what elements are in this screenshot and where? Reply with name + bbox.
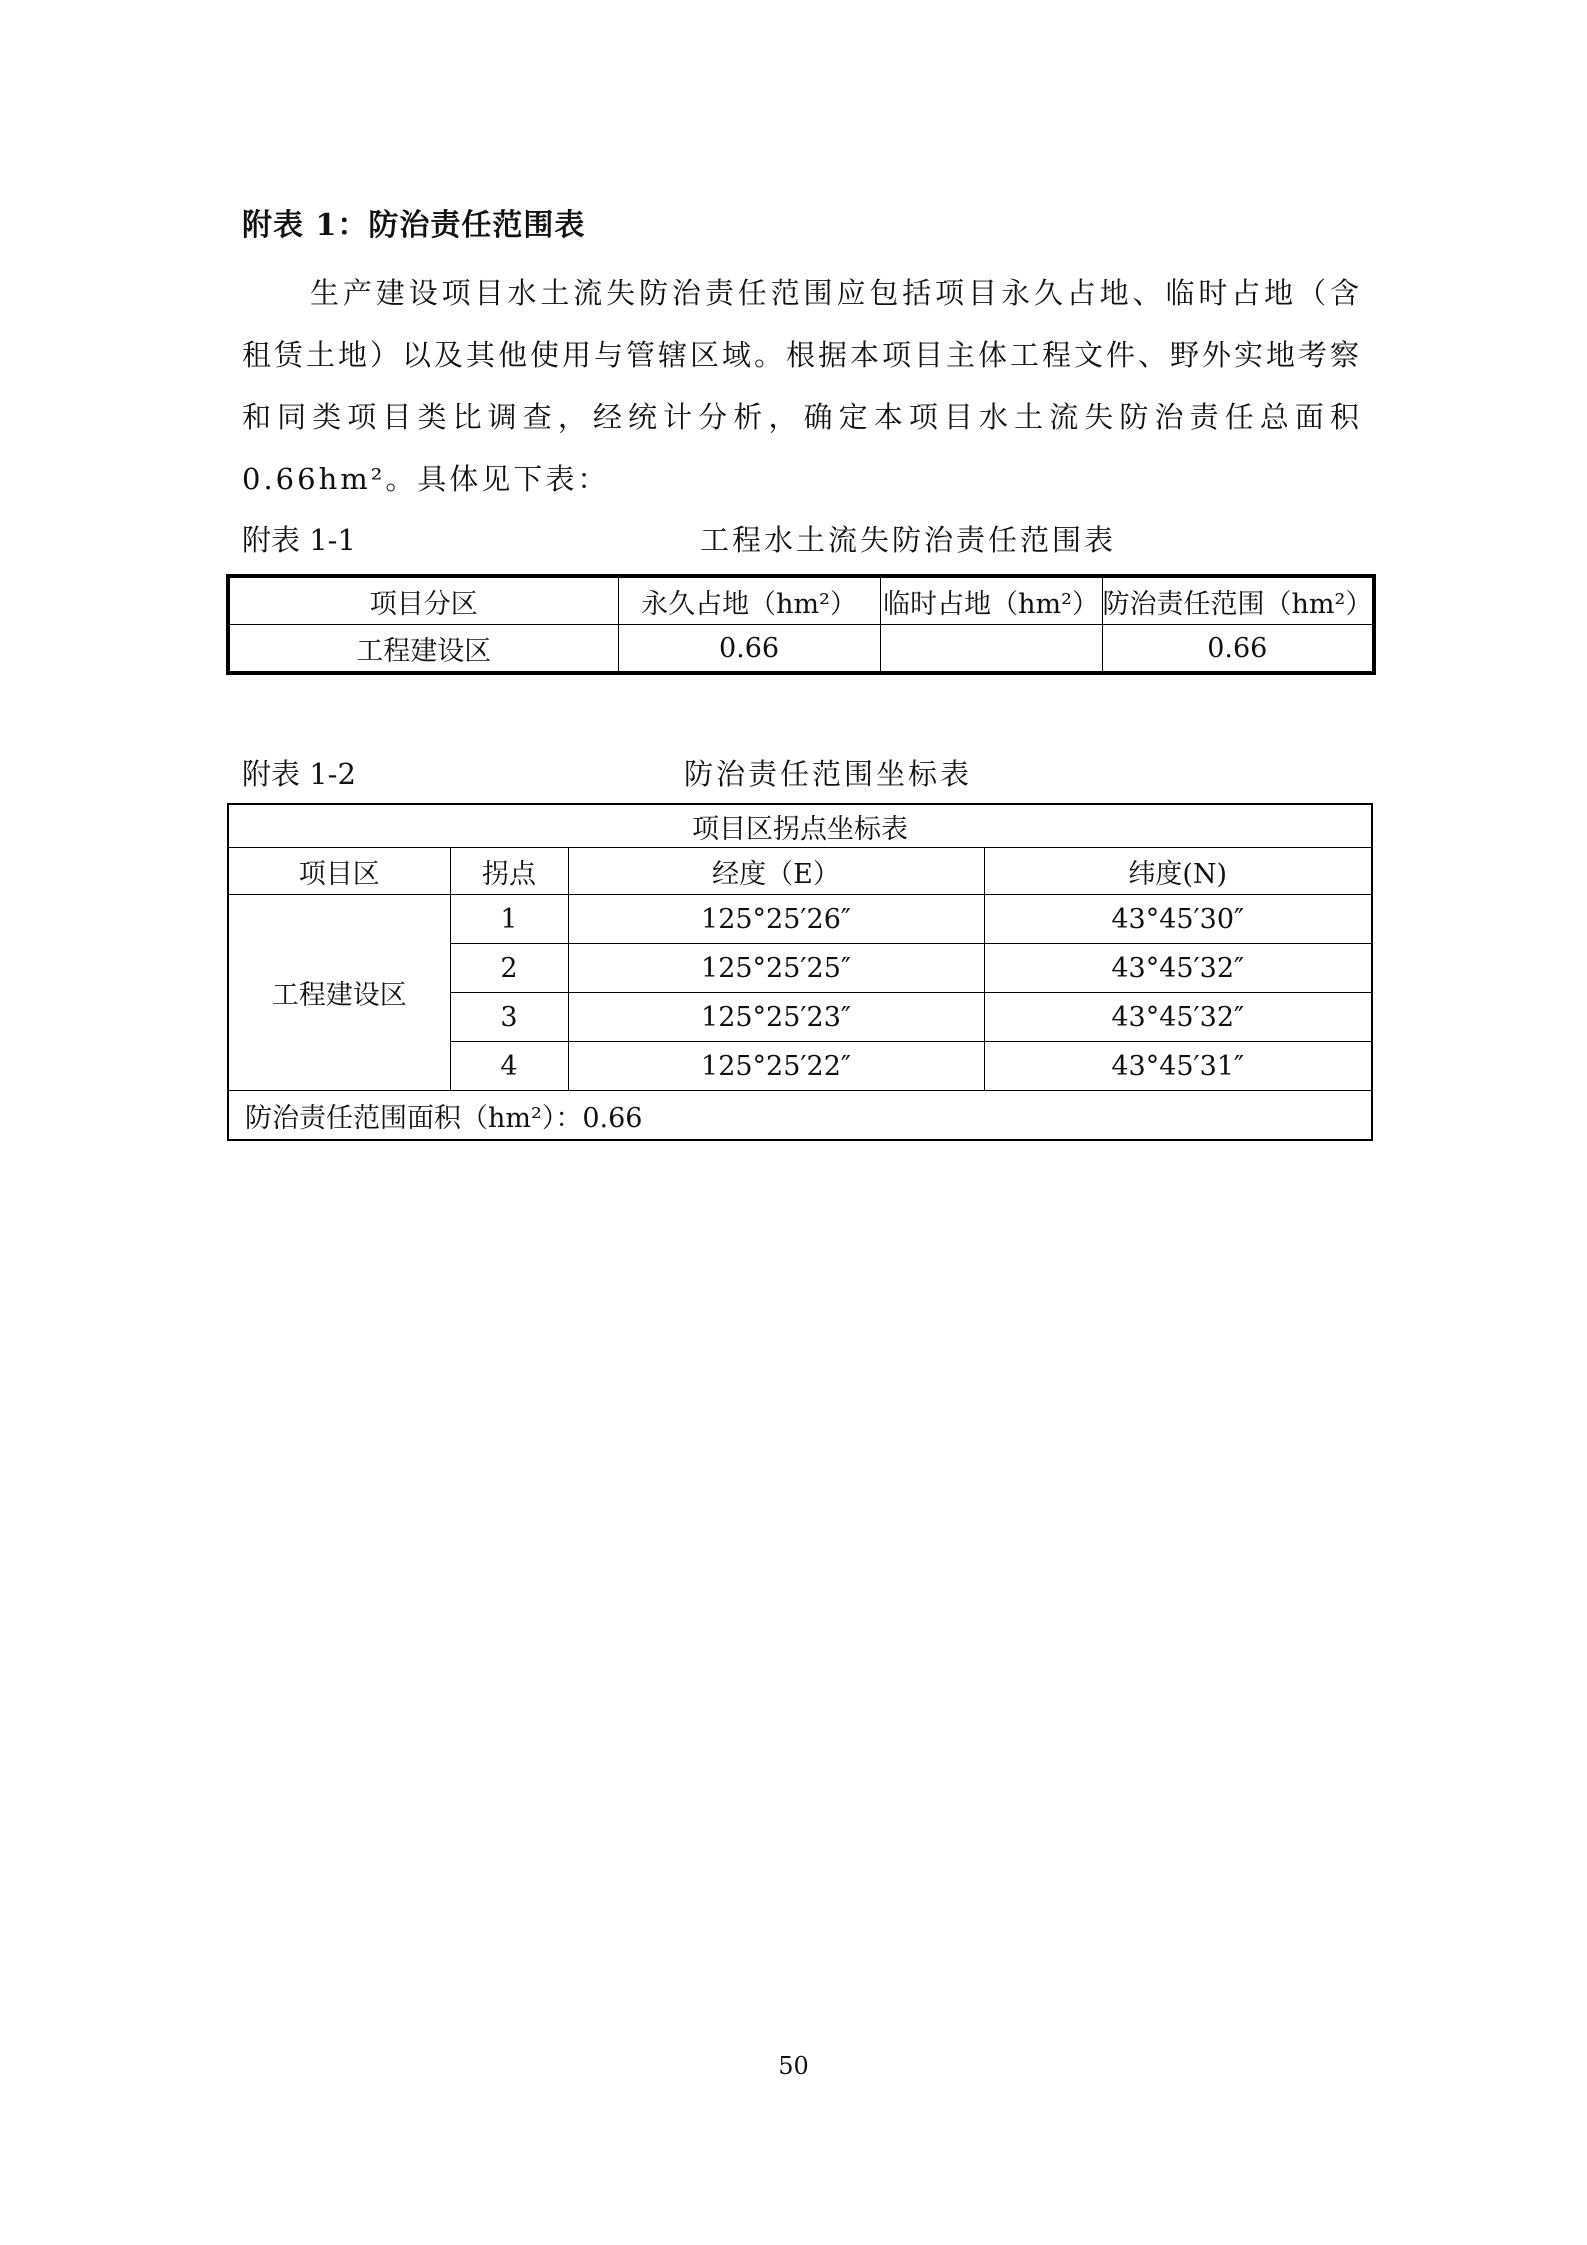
header-cell: 项目分区: [228, 576, 618, 625]
table1-caption-id: 附表 1-1: [242, 523, 356, 557]
body-paragraph: 生产建设项目水土流失防治责任范围应包括项目永久占地、临时占地（含租赁土地）以及其他使用与管辖区域。根据本项目主体工程文件、野外实地考察和同类项目类比调查，经统计分析，确定本项目水土流失防治责任总面积 0.66hm²。具体见下表：: [242, 276, 1363, 496]
table-cell: 0.66: [618, 625, 880, 674]
table-title-row: [228, 804, 1372, 848]
table2-caption-title: 防治责任范围坐标表: [684, 757, 973, 791]
point-cell: 4: [450, 1042, 568, 1091]
coordinate-table: [227, 803, 1373, 1141]
longitude-cell: 125°25′22″: [568, 1042, 984, 1091]
section-heading: 附表 1：防治责任范围表: [242, 208, 586, 243]
area-cell: 工程建设区: [228, 895, 450, 1091]
header-cell: 防治责任范围（hm²）: [1102, 576, 1374, 625]
table-title: 项目区拐点坐标表: [228, 804, 1372, 848]
page-number: 50: [778, 2052, 809, 2080]
responsibility-scope-table: [226, 574, 1376, 675]
header-cell: 经度（E）: [568, 848, 984, 895]
header-cell: 纬度(N): [984, 848, 1372, 895]
header-cell: 拐点: [450, 848, 568, 895]
table-row: [228, 625, 1374, 674]
longitude-cell: 125°25′26″: [568, 895, 984, 944]
table-cell: 0.66: [1102, 625, 1374, 674]
table-row: [228, 895, 1372, 944]
area-total: 防治责任范围面积（hm²）：0.66: [228, 1091, 1372, 1141]
table1-caption-title: 工程水土流失防治责任范围表: [700, 523, 1117, 557]
point-cell: 1: [450, 895, 568, 944]
table-footer-row: [228, 1091, 1372, 1141]
longitude-cell: 125°25′25″: [568, 944, 984, 993]
latitude-cell: 43°45′31″: [984, 1042, 1372, 1091]
table-header-row: [228, 848, 1372, 895]
point-cell: 2: [450, 944, 568, 993]
longitude-cell: 125°25′23″: [568, 993, 984, 1042]
latitude-cell: 43°45′32″: [984, 944, 1372, 993]
header-cell: 项目区: [228, 848, 450, 895]
table-cell: 工程建设区: [228, 625, 618, 674]
table2-caption-id: 附表 1-2: [242, 757, 356, 791]
header-cell: 永久占地（hm²）: [618, 576, 880, 625]
point-cell: 3: [450, 993, 568, 1042]
table-header-row: [228, 576, 1374, 625]
header-cell: 临时占地（hm²）: [880, 576, 1102, 625]
latitude-cell: 43°45′32″: [984, 993, 1372, 1042]
latitude-cell: 43°45′30″: [984, 895, 1372, 944]
table-cell: [880, 625, 1102, 674]
